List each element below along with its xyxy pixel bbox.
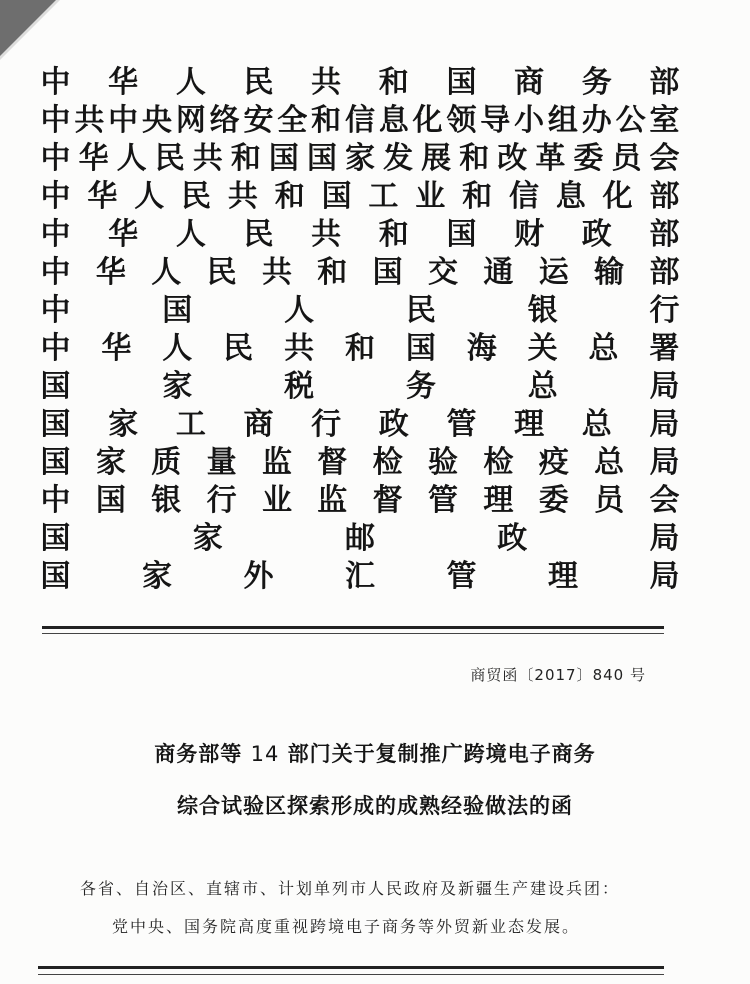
department-name-char: 业 bbox=[261, 483, 292, 518]
department-name-char: 国 bbox=[405, 331, 436, 366]
department-name-row bbox=[40, 254, 680, 292]
department-name-char: 国 bbox=[306, 141, 337, 176]
department-name-char: 国 bbox=[372, 255, 403, 290]
department-name-char: 委 bbox=[573, 141, 604, 176]
department-name-char: 银 bbox=[527, 293, 558, 328]
department-name-char: 和 bbox=[344, 331, 375, 366]
department-name-char: 和 bbox=[274, 179, 305, 214]
department-name-char: 络 bbox=[209, 103, 240, 138]
department-name-char: 政 bbox=[378, 407, 409, 442]
department-name-char: 国 bbox=[446, 217, 477, 252]
department-name-char: 办 bbox=[581, 103, 612, 138]
department-name-char: 财 bbox=[514, 217, 545, 252]
department-name-char: 全 bbox=[277, 103, 308, 138]
department-name-row bbox=[40, 216, 680, 254]
department-name-char: 改 bbox=[497, 141, 528, 176]
department-name-char: 工 bbox=[175, 407, 206, 442]
department-name-char: 总 bbox=[588, 331, 619, 366]
department-name-char: 信 bbox=[508, 179, 539, 214]
department-name-row bbox=[40, 178, 680, 216]
department-name-char: 中 bbox=[40, 65, 71, 100]
department-name-char: 理 bbox=[548, 559, 578, 594]
department-name-char: 共 bbox=[227, 179, 258, 214]
department-name-char: 和 bbox=[459, 141, 490, 176]
department-name-char: 中 bbox=[40, 331, 71, 366]
department-name-char: 革 bbox=[535, 141, 566, 176]
department-name-char: 民 bbox=[405, 293, 436, 328]
department-name-char: 理 bbox=[514, 407, 545, 442]
department-name-row bbox=[40, 482, 680, 520]
department-name-char: 国 bbox=[40, 445, 71, 480]
department-name-char: 交 bbox=[428, 255, 459, 290]
department-name-char: 外 bbox=[243, 559, 274, 594]
department-name-char: 组 bbox=[547, 103, 578, 138]
department-name-char: 华 bbox=[95, 255, 126, 290]
department-name-char: 中 bbox=[40, 217, 71, 252]
department-name-char: 人 bbox=[134, 179, 165, 214]
department-name-char: 会 bbox=[649, 483, 680, 518]
department-name-char: 央 bbox=[141, 103, 172, 138]
department-name-char: 部 bbox=[649, 179, 680, 214]
department-name-char: 监 bbox=[261, 445, 292, 480]
department-name-char: 督 bbox=[372, 483, 403, 518]
department-name-char: 检 bbox=[483, 445, 514, 480]
department-name-char: 安 bbox=[243, 103, 274, 138]
department-name-char: 发 bbox=[383, 141, 414, 176]
department-name-char: 中 bbox=[40, 293, 71, 328]
department-name-char: 输 bbox=[594, 255, 625, 290]
department-name-char: 民 bbox=[243, 65, 274, 100]
department-name-char: 商 bbox=[243, 407, 274, 442]
department-name-char: 小 bbox=[514, 103, 545, 138]
department-name-row bbox=[40, 64, 680, 102]
department-name-char: 监 bbox=[317, 483, 348, 518]
department-name-char: 家 bbox=[192, 521, 223, 556]
department-name-char: 家 bbox=[142, 559, 172, 594]
department-name-char: 信 bbox=[344, 103, 375, 138]
department-name-char: 家 bbox=[108, 407, 139, 442]
department-name-char: 华 bbox=[101, 331, 132, 366]
department-name-char: 国 bbox=[321, 179, 352, 214]
department-name-row bbox=[40, 292, 680, 330]
department-name-char: 通 bbox=[483, 255, 514, 290]
department-name-char: 人 bbox=[175, 217, 206, 252]
header-rule-thick bbox=[42, 626, 664, 629]
department-name-char: 局 bbox=[649, 559, 680, 594]
department-name-row bbox=[40, 558, 680, 596]
department-name-char: 总 bbox=[527, 369, 558, 404]
department-name-char: 共 bbox=[192, 141, 223, 176]
department-name-char: 共 bbox=[74, 103, 105, 138]
department-name-row bbox=[40, 444, 680, 482]
department-name-row bbox=[40, 330, 680, 368]
department-name-char: 管 bbox=[446, 559, 477, 594]
department-name-char: 局 bbox=[649, 445, 680, 480]
page-corner-fold bbox=[0, 0, 56, 56]
document-title-line-2: 综合试验区探索形成的成熟经验做法的函 bbox=[177, 794, 573, 818]
department-name-char: 行 bbox=[649, 293, 680, 328]
salutation: 各省、自治区、直辖市、计划单列市人民政府及新疆生产建设兵团： bbox=[80, 879, 621, 898]
department-name-char: 总 bbox=[594, 445, 625, 480]
department-name-char: 工 bbox=[368, 179, 399, 214]
department-name-char: 家 bbox=[345, 141, 375, 176]
department-name-char: 和 bbox=[317, 255, 348, 290]
department-name-row bbox=[40, 102, 680, 140]
department-name-char: 部 bbox=[649, 255, 680, 290]
department-name-char: 量 bbox=[206, 445, 237, 480]
department-name-char: 国 bbox=[162, 293, 193, 328]
department-name-char: 家 bbox=[162, 369, 193, 404]
department-name-char: 网 bbox=[175, 103, 206, 138]
department-name-char: 国 bbox=[40, 559, 71, 594]
department-name-char: 民 bbox=[206, 255, 237, 290]
department-name-char: 展 bbox=[421, 141, 452, 176]
department-name-char: 人 bbox=[162, 331, 193, 366]
department-name-char: 国 bbox=[268, 141, 299, 176]
department-name-char: 局 bbox=[649, 407, 680, 442]
department-name-char: 民 bbox=[223, 331, 254, 366]
department-name-char: 领 bbox=[446, 103, 477, 138]
department-name-char: 疫 bbox=[538, 445, 569, 480]
footer-rule-thin bbox=[38, 974, 664, 975]
department-name-char: 局 bbox=[649, 521, 680, 556]
department-name-char: 委 bbox=[538, 483, 569, 518]
department-name-char: 华 bbox=[87, 179, 118, 214]
department-name-char: 海 bbox=[466, 331, 497, 366]
department-name-char: 中 bbox=[108, 103, 139, 138]
department-name-char: 局 bbox=[649, 369, 680, 404]
department-name-char: 和 bbox=[378, 217, 409, 252]
department-name-char: 公 bbox=[615, 103, 646, 138]
department-name-char: 国 bbox=[40, 521, 71, 556]
department-name-char: 国 bbox=[446, 65, 477, 100]
footer-rule-thick bbox=[38, 966, 664, 969]
department-name-char: 务 bbox=[405, 369, 436, 404]
department-name-char: 会 bbox=[649, 141, 680, 176]
department-name-char: 华 bbox=[108, 217, 139, 252]
department-name-char: 邮 bbox=[345, 521, 375, 556]
department-name-char: 和 bbox=[462, 179, 493, 214]
department-name-char: 汇 bbox=[345, 559, 375, 594]
department-name-char: 行 bbox=[311, 407, 342, 442]
department-name-char: 和 bbox=[230, 141, 261, 176]
department-name-char: 银 bbox=[151, 483, 182, 518]
department-name-char: 员 bbox=[611, 141, 642, 176]
document-number: 商贸函〔2017〕840 号 bbox=[470, 666, 646, 684]
department-name-char: 务 bbox=[581, 65, 612, 100]
department-name-char: 化 bbox=[412, 103, 443, 138]
department-name-char: 总 bbox=[581, 407, 612, 442]
department-name-char: 验 bbox=[428, 445, 459, 480]
header-rule-thin bbox=[42, 633, 664, 634]
department-name-char: 税 bbox=[284, 369, 315, 404]
department-name-char: 中 bbox=[40, 483, 71, 518]
department-name-char: 和 bbox=[311, 103, 342, 138]
department-name-char: 人 bbox=[284, 293, 315, 328]
department-name-char: 民 bbox=[243, 217, 274, 252]
department-name-char: 中 bbox=[40, 103, 71, 138]
department-name-row bbox=[40, 520, 680, 558]
department-name-char: 人 bbox=[175, 65, 206, 100]
paragraph-first-line: 党中央、国务院高度重视跨境电子商务等外贸新业态发展。 bbox=[112, 917, 581, 936]
department-name-char: 共 bbox=[261, 255, 292, 290]
department-name-char: 共 bbox=[311, 65, 342, 100]
department-name-char: 导 bbox=[480, 103, 511, 138]
department-name-char: 国 bbox=[40, 407, 71, 442]
department-name-char: 家 bbox=[95, 445, 126, 480]
department-name-char: 共 bbox=[284, 331, 315, 366]
document-title-line-1 bbox=[0, 738, 750, 768]
department-name-char: 人 bbox=[151, 255, 182, 290]
department-name-char: 检 bbox=[372, 445, 403, 480]
department-name-char: 管 bbox=[446, 407, 477, 442]
department-name-char: 共 bbox=[311, 217, 342, 252]
department-name-char: 关 bbox=[527, 331, 558, 366]
department-name-char: 华 bbox=[108, 65, 139, 100]
department-name-char: 息 bbox=[378, 103, 409, 138]
department-name-char: 部 bbox=[649, 65, 680, 100]
department-name-char: 部 bbox=[649, 217, 680, 252]
department-name-char: 室 bbox=[649, 103, 680, 138]
department-name-char: 人 bbox=[116, 141, 147, 176]
department-name-char: 民 bbox=[181, 179, 212, 214]
department-name-char: 运 bbox=[538, 255, 569, 290]
department-name-char: 中 bbox=[40, 255, 71, 290]
department-name-row bbox=[40, 406, 680, 444]
department-name-row bbox=[40, 140, 680, 178]
department-name-char: 督 bbox=[317, 445, 348, 480]
issuing-departments-list bbox=[40, 64, 680, 596]
title-line-1-part-a: 商务部等 bbox=[154, 742, 243, 766]
department-name-char: 商 bbox=[514, 65, 545, 100]
department-name-char: 中 bbox=[40, 141, 71, 176]
department-name-char: 化 bbox=[602, 179, 633, 214]
department-name-char: 国 bbox=[40, 369, 71, 404]
department-name-char: 理 bbox=[483, 483, 514, 518]
department-name-char: 管 bbox=[428, 483, 459, 518]
department-name-char: 政 bbox=[581, 217, 612, 252]
department-name-char: 和 bbox=[378, 65, 409, 100]
department-name-char: 署 bbox=[649, 331, 680, 366]
department-name-char: 国 bbox=[95, 483, 126, 518]
department-name-char: 民 bbox=[154, 141, 185, 176]
department-name-row bbox=[40, 368, 680, 406]
department-name-char: 政 bbox=[497, 521, 528, 556]
department-name-char: 行 bbox=[206, 483, 237, 518]
department-name-char: 华 bbox=[78, 141, 109, 176]
department-name-char: 中 bbox=[40, 179, 71, 214]
department-name-char: 息 bbox=[555, 179, 586, 214]
department-name-char: 质 bbox=[151, 445, 182, 480]
department-name-char: 业 bbox=[415, 179, 446, 214]
department-name-char: 员 bbox=[594, 483, 625, 518]
title-line-1-number: 14 bbox=[250, 742, 280, 766]
title-line-1-part-b: 部门关于复制推广跨境电子商务 bbox=[287, 742, 596, 766]
